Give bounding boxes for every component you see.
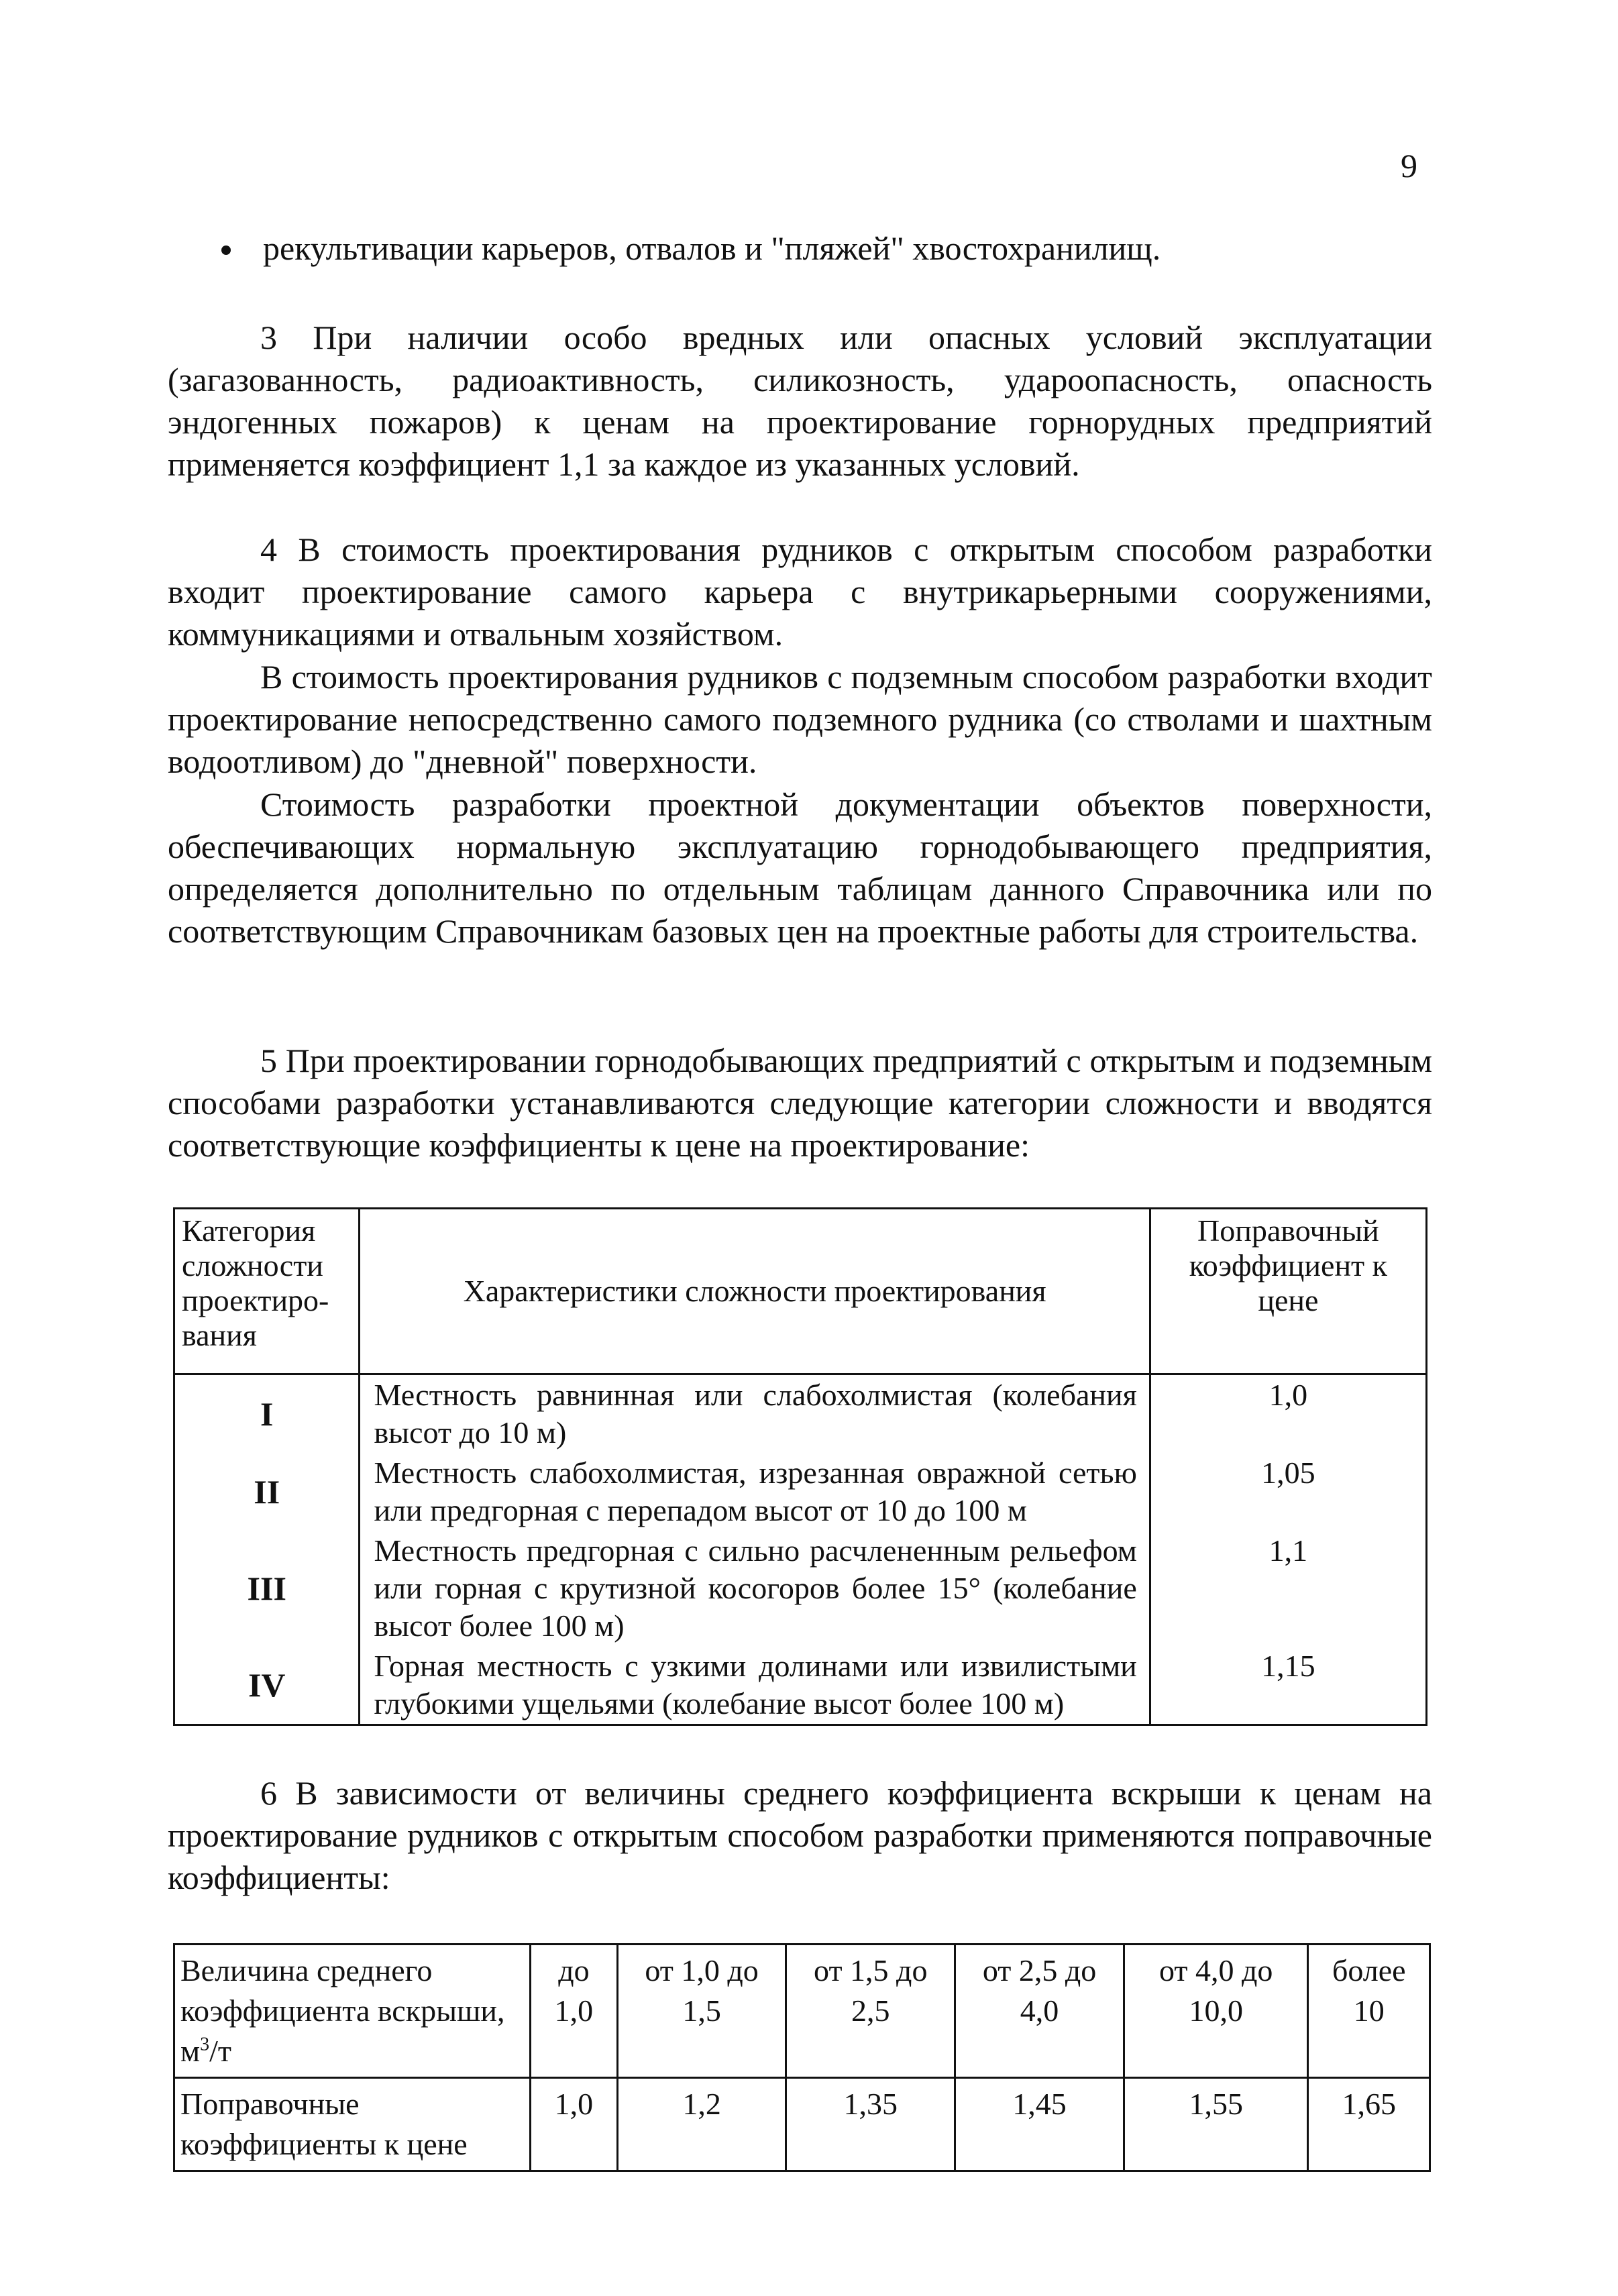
coefficient-cell: 1,15 <box>1150 1646 1426 1725</box>
stripping-ratio-label: Величина среднего коэффициента вскрыши, $м^3/т$ <box>174 1945 531 2078</box>
stripping-ratio-table <box>173 1943 1431 2172</box>
bullet-item <box>263 228 1161 268</box>
category-cell: IV <box>174 1646 360 1725</box>
coefficient-cell: 1,35 <box>786 2078 955 2171</box>
coefficient-cell: 1,0 <box>531 2078 618 2171</box>
table-row <box>174 1374 1427 1454</box>
range-cell: более 10 <box>1308 1945 1430 2078</box>
category-cell: III <box>174 1531 360 1646</box>
coefficient-cell: 1,55 <box>1124 2078 1308 2171</box>
range-cell: от 2,5 до 4,0 <box>955 1945 1124 2078</box>
range-cell: от 1,0 до 1,5 <box>617 1945 786 2078</box>
paragraph-4a: 4 В стоимость проектирования рудников с открытым способом разработки входит проектирование самого карьера с внутрикарьерными сооружениями, коммуникациями и отвальным хозяйством. <box>168 531 1432 653</box>
table-row <box>174 1531 1427 1646</box>
coefficient-cell: 1,2 <box>617 2078 786 2171</box>
header-coefficient: Поправочный коэффициент к цене <box>1150 1209 1426 1374</box>
page-number: 9 <box>1401 147 1417 184</box>
paragraph-3: 3 При наличии особо вредных или опасных условий эксплуатации (загазованность, радиоактивность, силикозность, удароопасность, опасность эндогенных пожаров) к ценам на проектирование горнорудных предприятий применяется коэффициент 1,1 за каждое из указанных условий. <box>168 319 1432 483</box>
paragraph-6: 6 В зависимости от величины среднего коэффициента вскрыши к ценам на проектирование рудников с открытым способом разработки применяются поправочные коэффициенты: <box>168 1774 1432 1896</box>
description-cell: Местность предгорная с сильно расчлененным рельефом или горная с крутизной косогоров более 15° (колебание высот более 100 м) <box>360 1531 1150 1646</box>
table-row <box>174 1453 1427 1531</box>
coefficient-cell: 1,65 <box>1308 2078 1430 2171</box>
description-cell: Местность равнинная или слабохолмистая (колебания высот до 10 м) <box>360 1374 1150 1454</box>
table-row <box>174 1646 1427 1725</box>
range-cell: от 1,5 до 2,5 <box>786 1945 955 2078</box>
paragraph-5: 5 При проектировании горнодобывающих предприятий с открытым и подземным способами разработки устанавливаются следующие категории сложности и вводятся соответствующие коэффициенты к цене на проектирование: <box>168 1042 1432 1164</box>
coefficient-cell: 1,0 <box>1150 1374 1426 1454</box>
range-cell: до 1,0 <box>531 1945 618 2078</box>
coefficient-cell: 1,05 <box>1150 1453 1426 1531</box>
header-category: Категория сложности проектиро-вания <box>174 1209 360 1374</box>
bullet-dot-icon <box>221 245 231 255</box>
paragraph-4b: В стоимость проектирования рудников с подземным способом разработки входит проектирование непосредственно самого подземного рудника (со стволами и шахтным водоотливом) до "дневной" поверхности. <box>168 658 1432 780</box>
description-cell: Местность слабохолмистая, изрезанная овражной сетью или предгорная с перепадом высот от 10 до 100 м <box>360 1453 1150 1531</box>
correction-coefficient-label: Поправочные коэффициенты к цене <box>174 2078 531 2171</box>
bullet-text: рекультивации карьеров, отвалов и "пляжей" хвостохранилищ. <box>263 229 1161 267</box>
coefficient-cell: 1,1 <box>1150 1531 1426 1646</box>
complexity-table-header <box>174 1209 1427 1374</box>
table-row <box>174 2078 1430 2171</box>
category-cell: II <box>174 1453 360 1531</box>
category-cell: I <box>174 1374 360 1454</box>
range-cell: от 4,0 до 10,0 <box>1124 1945 1308 2078</box>
paragraph-4c: Стоимость разработки проектной документации объектов поверхности, обеспечивающих нормальную эксплуатацию горнодобывающего предприятия, определяется дополнительно по отдельным таблицам данного Справочника или по соответствующим Справочникам базовых цен на проектные работы для строительства. <box>168 785 1432 950</box>
header-characteristics: Характеристики сложности проектирования <box>360 1209 1150 1374</box>
complexity-table <box>173 1207 1427 1726</box>
description-cell: Горная местность с узкими долинами или извилистыми глубокими ущельями (колебание высот более 100 м) <box>360 1646 1150 1725</box>
coefficient-cell: 1,45 <box>955 2078 1124 2171</box>
table-row <box>174 1945 1430 2078</box>
